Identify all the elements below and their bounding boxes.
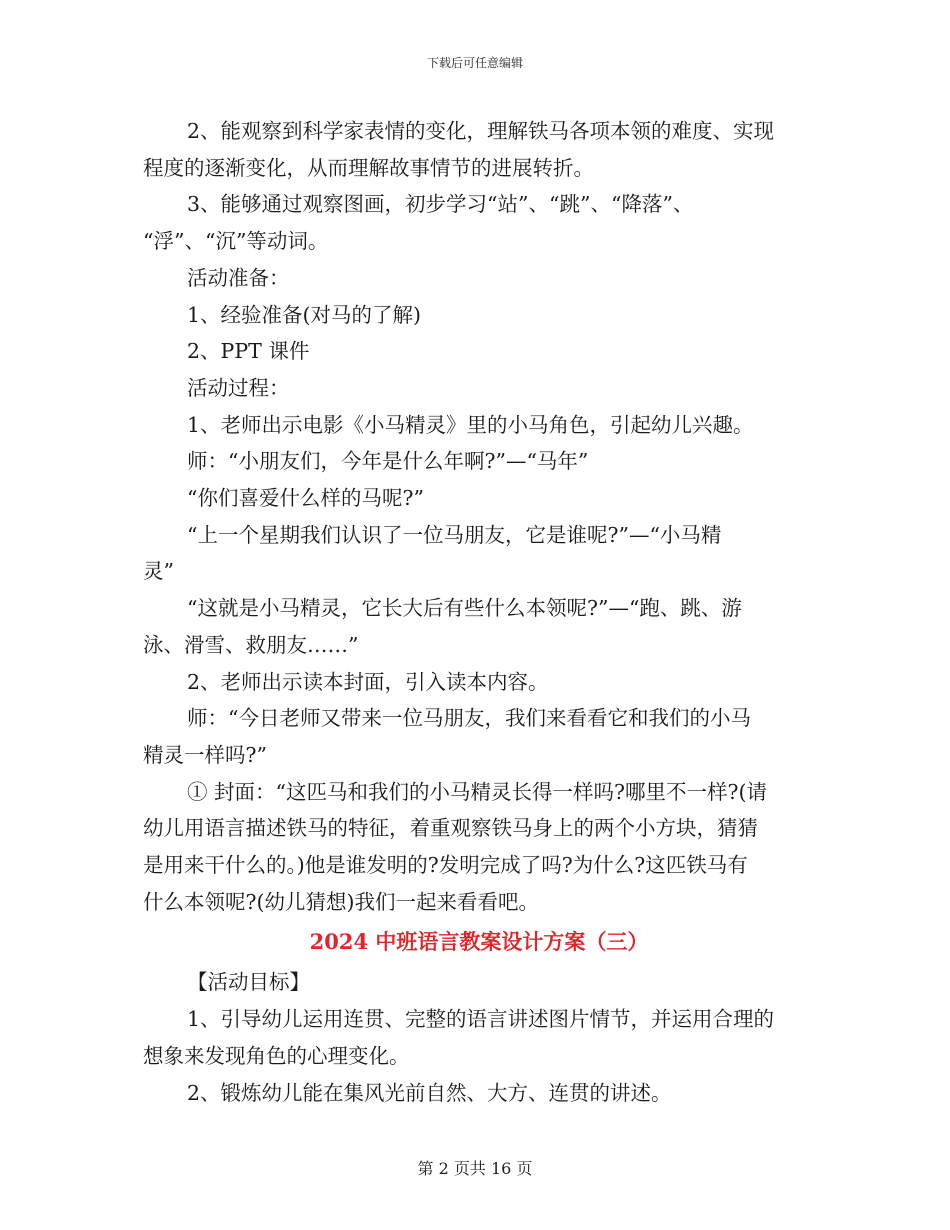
text-line: 幼儿用语言描述铁马的特征，着重观察铁马身上的两个小方块，猜猜	[143, 816, 758, 841]
text-line: “上一个星期我们认识了一位马朋友，它是谁呢?”—“小马精	[187, 522, 722, 547]
text-line: 1、引导幼儿运用连贯、完整的语言讲述图片情节，并运用合理的	[187, 1007, 775, 1032]
text-line: 是用来干什么的。)他是谁发明的?发明完成了吗?为什么?这匹铁马有	[143, 853, 748, 878]
text-line: 程度的逐渐变化，从而理解故事情节的进展转折。	[143, 155, 594, 180]
text-line: 想象来发现角色的心理变化。	[143, 1043, 410, 1068]
text-line: “这就是小马精灵，它长大后有些什么本领呢?”—“跑、跳、游	[187, 596, 742, 621]
text-line: “浮”、“沉”等动词。	[143, 229, 329, 254]
text-line: 精灵一样吗?”	[143, 742, 267, 767]
text-line: 3、能够通过观察图画，初步学习“站”、“跳”、“降落”、	[187, 192, 694, 217]
text-line: “你们喜爱什么样的马呢?”	[187, 486, 424, 511]
text-line: 2、能观察到科学家表情的变化，理解铁马各项本领的难度、实现	[187, 119, 775, 143]
text-line: 活动过程：	[187, 375, 290, 400]
page-header: 下载后可任意编辑	[426, 56, 523, 70]
body-block-before	[143, 113, 815, 920]
text-line: ① 封面：“这匹马和我们的小马精灵长得一样吗?哪里不一样?(请	[187, 779, 767, 804]
text-line: 2、老师出示读本封面，引入读本内容。	[187, 669, 549, 694]
text-line: 灵”	[143, 559, 174, 584]
text-line: 【活动目标】	[187, 970, 310, 995]
text-line: 2、锻炼幼儿能在集风光前自然、大方、连贯的讲述。	[187, 1080, 672, 1105]
text-line: 活动准备：	[187, 265, 290, 290]
text-line: 什么本领呢?(幼儿猜想)我们一起来看看吧。	[143, 889, 539, 914]
text-line: 师：“小朋友们，今年是什么年啊?”—“马年”	[187, 449, 589, 474]
body-block-after	[143, 964, 815, 1111]
text-line: 1、经验准备(对马的了解)	[187, 302, 422, 327]
text-line: 2、PPT 课件	[187, 339, 310, 364]
section-title: 2024 中班语言教案设计方案（三）	[309, 929, 649, 955]
text-line: 泳、滑雪、救朋友……”	[143, 632, 359, 657]
document-body	[143, 113, 815, 1111]
page-footer: 第 2 页共 16 页	[417, 1159, 533, 1178]
text-line: 1、老师出示电影《小马精灵》里的小马角色，引起幼儿兴趣。	[187, 412, 754, 437]
text-line: 师：“今日老师又带来一位马朋友，我们来看看它和我们的小马	[187, 706, 751, 731]
